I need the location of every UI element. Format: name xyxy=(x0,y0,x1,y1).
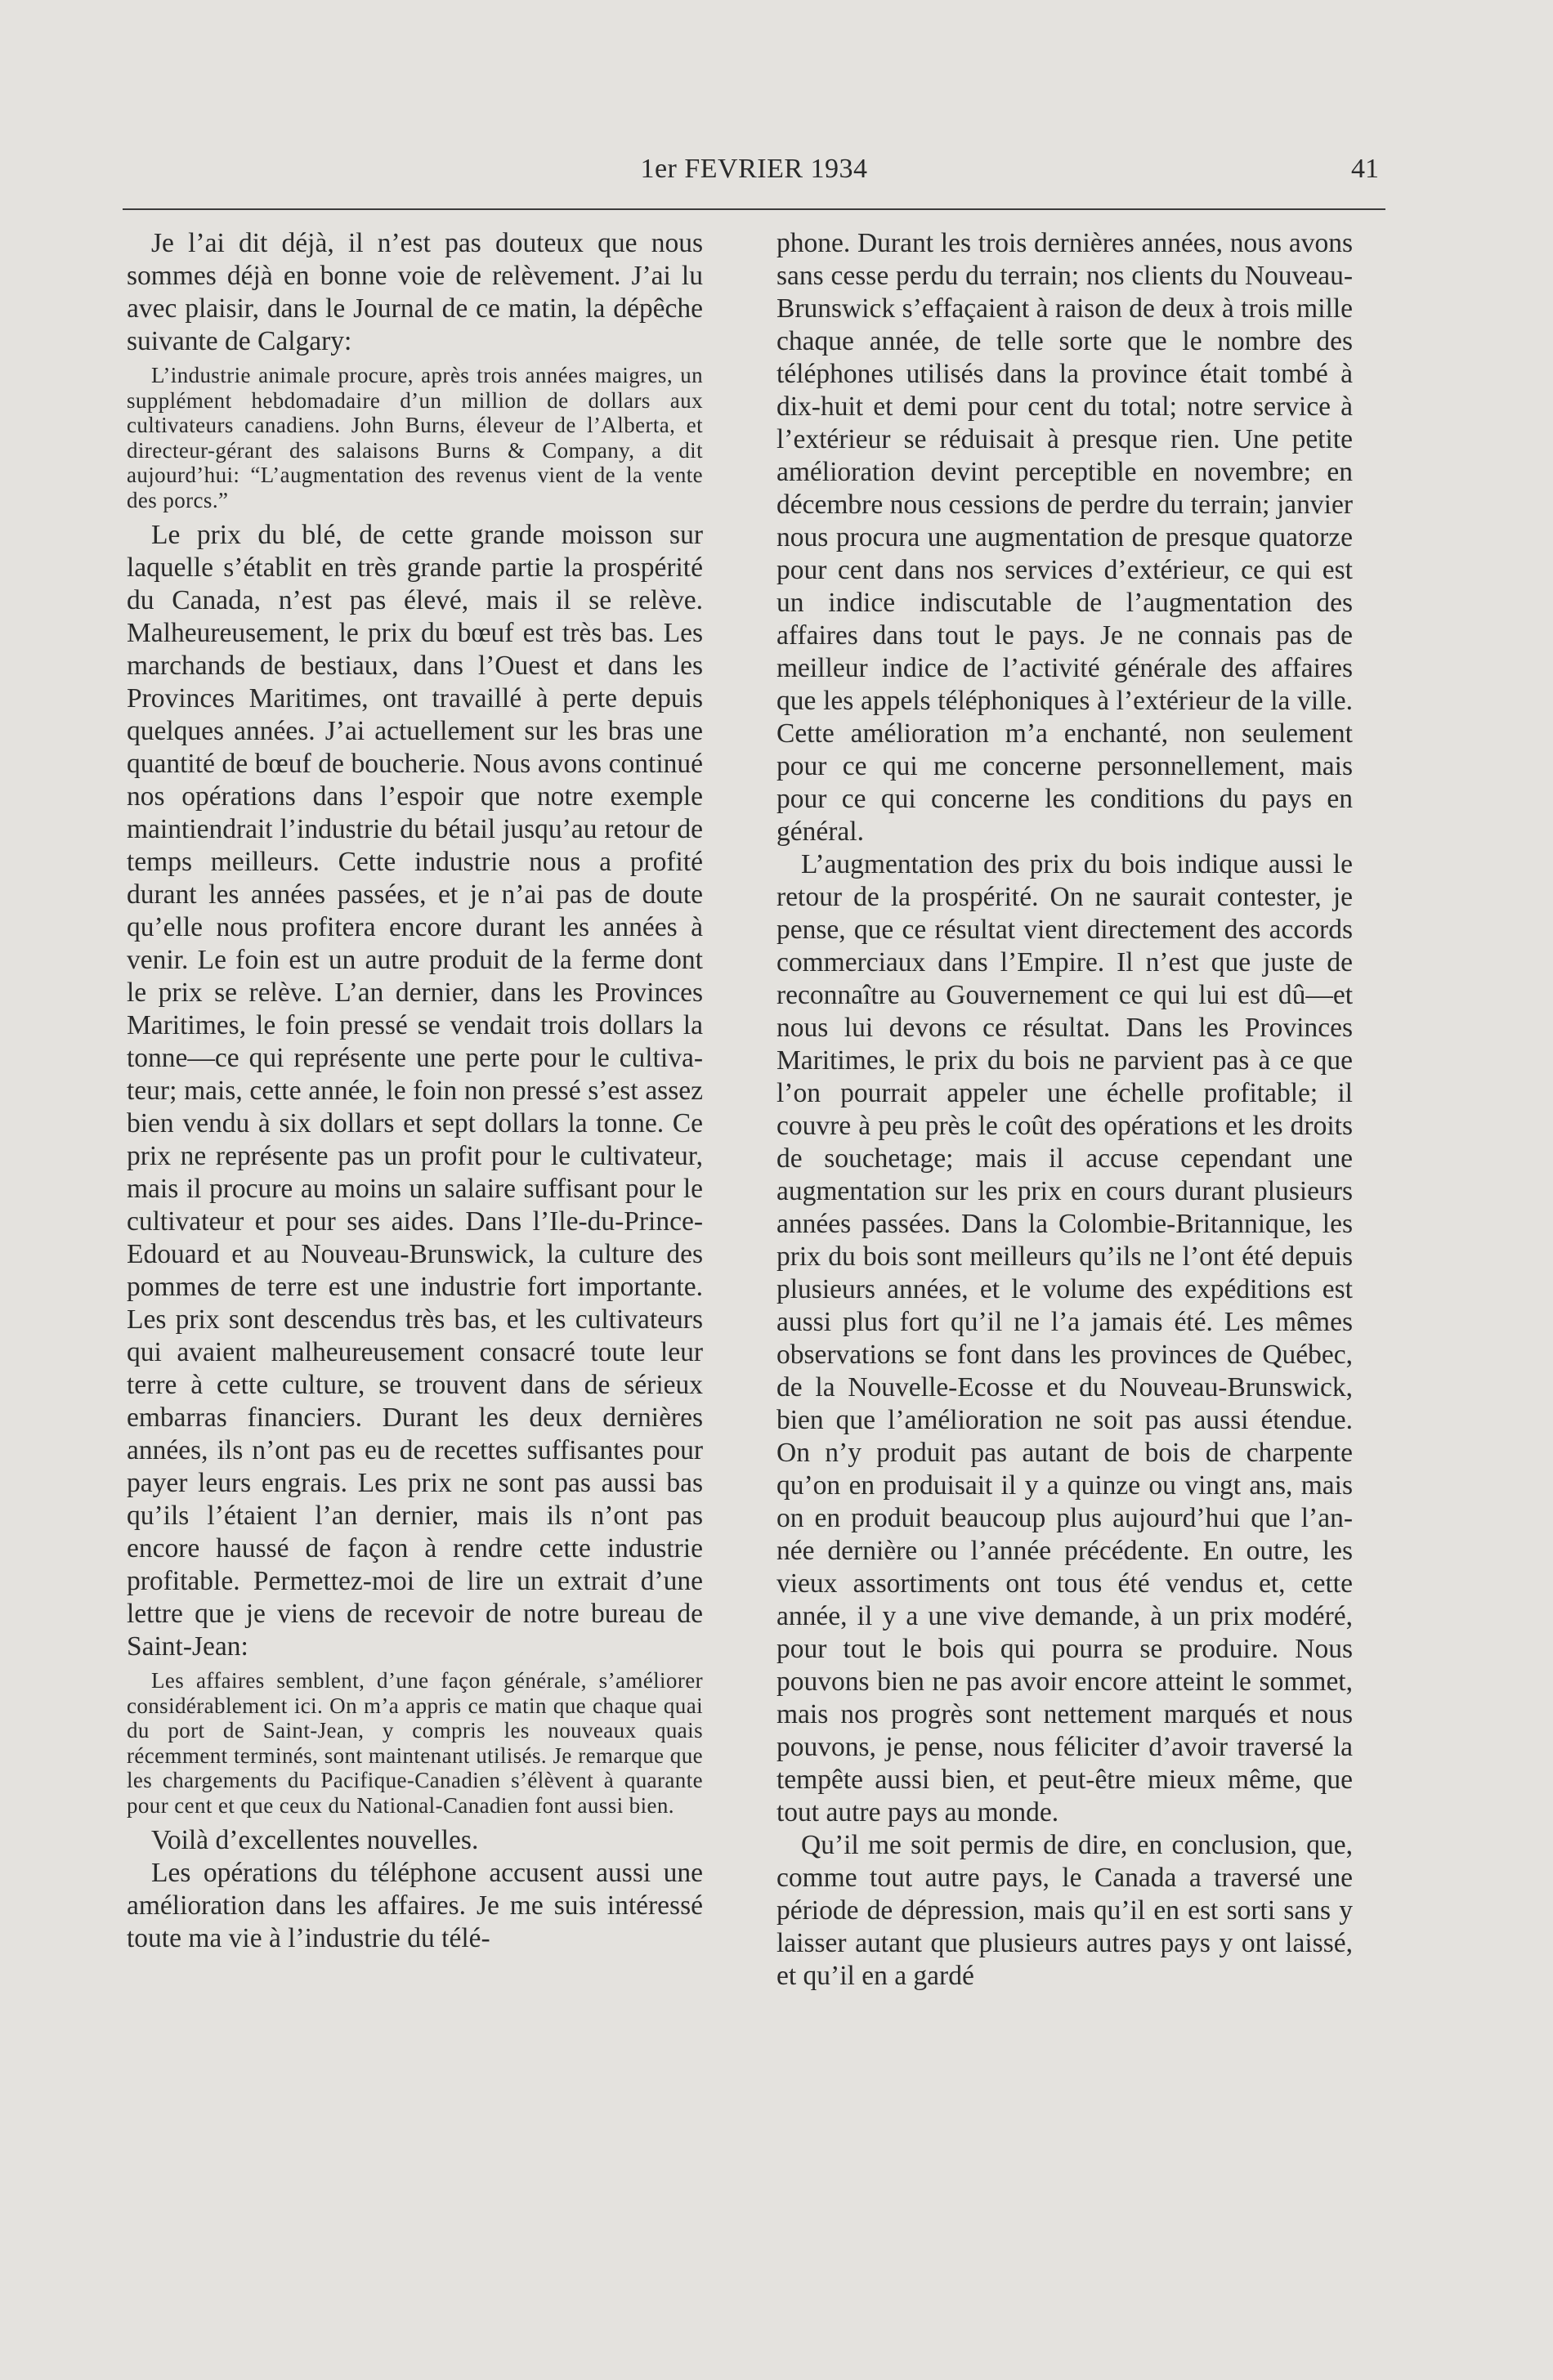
quotation-saint-jean xyxy=(127,1668,703,1818)
paragraph: L’augmentation des prix du bois indique aussi le retour de la prospérité. On ne saurait contester, je pense, que ce résultat vient directement des accords commerciaux dans l’Empire. Il n’est que juste de reconnaître au Gouvernement ce qui lui est dû—et nous lui devons ce résultat. Dans les Provinces Maritimes, le prix du bois ne parvient pas à ce que l’on pourrait appeler une échelle profitable; il couvre à peu près le coût des opérations et les droits de souchetage; mais il accuse cependant une augmentation sur les prix en cours durant plusieurs années passées. Dans la Colombie-Britannique, les prix du bois sont meilleurs qu’ils ne l’ont été depuis plusieurs années, et le volume des expéditions est aussi plus fort qu’il ne l’a jamais été. Les mêmes observations se font dans les provinces de Québec, de la Nouvelle-Ecosse et du Nouveau-Brunswick, bien que l’amélioration ne soit pas aussi étendue. On n’y produit pas autant de bois de charpente qu’on en produisait il y a quinze ou vingt ans, mais on en produit beaucoup plus aujourd’hui que l’année dernière ou l’année précédente. En outre, les vieux assortiments ont tous été vendus et, cette année, il y a une vive demande, à un prix modéré, pour tout le bois qui pourra se produire. Nous pouvons bien ne pas avoir encore atteint le sommet, mais nos progrès sont nettement marqués et nous pouvons, je pense, nous féliciter d’avoir traversé la tempête aussi bien, et peut-être mieux même, que tout autre pays au monde. xyxy=(776,849,1353,1828)
paragraph: Qu’il me soit permis de dire, en conclusion, que, comme tout autre pays, le Canada a traversé une période de dépression, mais qu’il en est sorti sans y laisser autant que plusieurs autres pays y ont laissé, et qu’il en a gardé xyxy=(776,1830,1353,1991)
paragraph: phone. Durant les trois dernières années, nous avons sans cesse perdu du terrain; nos clients du Nouveau-Brunswick s’effaçaient à raison de deux à trois mille chaque année, de telle sorte que le nombre des téléphones utilisés dans la province était tombé à dix-huit et demi pour cent du total; notre service à l’extérieur se réduisait à presque rien. Une petite amélioration devint perceptible en novembre; en décembre nous cessions de perdre du terrain; janvier nous procura une augmentation de presque quatorze pour cent dans nos services d’extérieur, ce qui est un indice indiscutable de l’augmentation des affaires dans tout le pays. Je ne connais pas de meilleur indice de l’activité générale des affaires que les appels téléphoniques à l’extérieur de la ville. Cette amélioration m’a enchanté, non seulement pour ce qui me concerne personnellement, mais pour ce qui concerne les conditions du pays en général. xyxy=(776,228,1353,847)
page-number: 41 xyxy=(1351,154,1379,184)
quotation-text: L’industrie animale procure, après trois années maigres, un supplément hebdomadaire d’un million de dollars aux cultivateurs canadiens. John Burns, éleveur de l’Alberta, et directeur-gérant des salaisons Burns & Company, a dit aujourd’hui: “L’augmentation des revenus vient de la vente des porcs.” xyxy=(127,363,703,512)
header-rule xyxy=(123,208,1385,210)
left-column xyxy=(127,227,703,1955)
paragraph: Le prix du blé, de cette grande moisson sur laquelle s’établit en très grande partie la prospérité du Canada, n’est pas élevé, mais il se relève. Malheureusement, le prix du bœuf est très bas. Les marchands de bestiaux, dans l’Ouest et dans les Provinces Maritimes, ont travaillé à perte depuis quelques années. J’ai actuellement sur les bras une quantité de bœuf de boucherie. Nous avons continué nos opérations dans l’espoir que notre exemple maintiendrait l’industrie du bétail jusqu’au retour de temps meilleurs. Cette industrie nous a profité durant les années passées, et je n’ai pas de doute qu’elle nous profitera encore durant les années à venir. Le foin est un autre produit de la ferme dont le prix se relève. L’an dernier, dans les Provinces Maritimes, le foin pressé se vendait trois dollars la tonne—ce qui représente une perte pour le cultivateur; mais, cette année, le foin non pressé s’est assez bien vendu à six dollars et sept dollars la tonne. Ce prix ne représente pas un profit pour le cultivateur, mais il procure au moins un salaire suffisant pour le cultivateur et pour ses aides. Dans l’Ile-du-Prince-Edouard et au Nouveau-Brunswick, la culture des pommes de terre est une industrie fort importante. Les prix sont descendus très bas, et les cultivateurs qui avaient malheureusement consacré toute leur terre à cette culture, se trouvent dans de sérieux embarras financiers. Durant les deux dernières années, ils n’ont pas eu de recettes suffisantes pour payer leurs engrais. Les prix ne sont pas aussi bas qu’ils l’étaient l’an dernier, mais ils n’ont pas encore haussé de façon à rendre cette industrie profitable. Permettez-moi de lire un extrait d’une lettre que je viens de recevoir de notre bureau de Saint-Jean: xyxy=(127,520,703,1662)
quotation-calgary xyxy=(127,363,703,512)
right-column xyxy=(776,227,1353,1993)
paragraph: Les opérations du téléphone accusent aussi une amélioration dans les affaires. Je me suis intéressé toute ma vie à l’industrie du télé- xyxy=(127,1858,703,1953)
issue-date: 1er FEVRIER 1934 xyxy=(640,154,868,184)
quotation-text: Les affaires semblent, d’une façon générale, s’améliorer considérablement ici. On m’a appris ce matin que chaque quai du port de Saint-Jean, y compris les nouveaux quais récemment terminés, sont maintenant utilisés. Je remarque que les chargements du Pacifique-Canadien s’élèvent à quarante pour cent et que ceux du National-Canadien font aussi bien. xyxy=(127,1668,703,1818)
paragraph: Je l’ai dit déjà, il n’est pas douteux que nous sommes déjà en bonne voie de relèvement. J’ai lu avec plaisir, dans le Journal de ce matin, la dépêche suivante de Calgary: xyxy=(127,228,703,356)
page-header xyxy=(123,145,1385,191)
paragraph: Voilà d’excellentes nouvelles. xyxy=(151,1825,479,1855)
